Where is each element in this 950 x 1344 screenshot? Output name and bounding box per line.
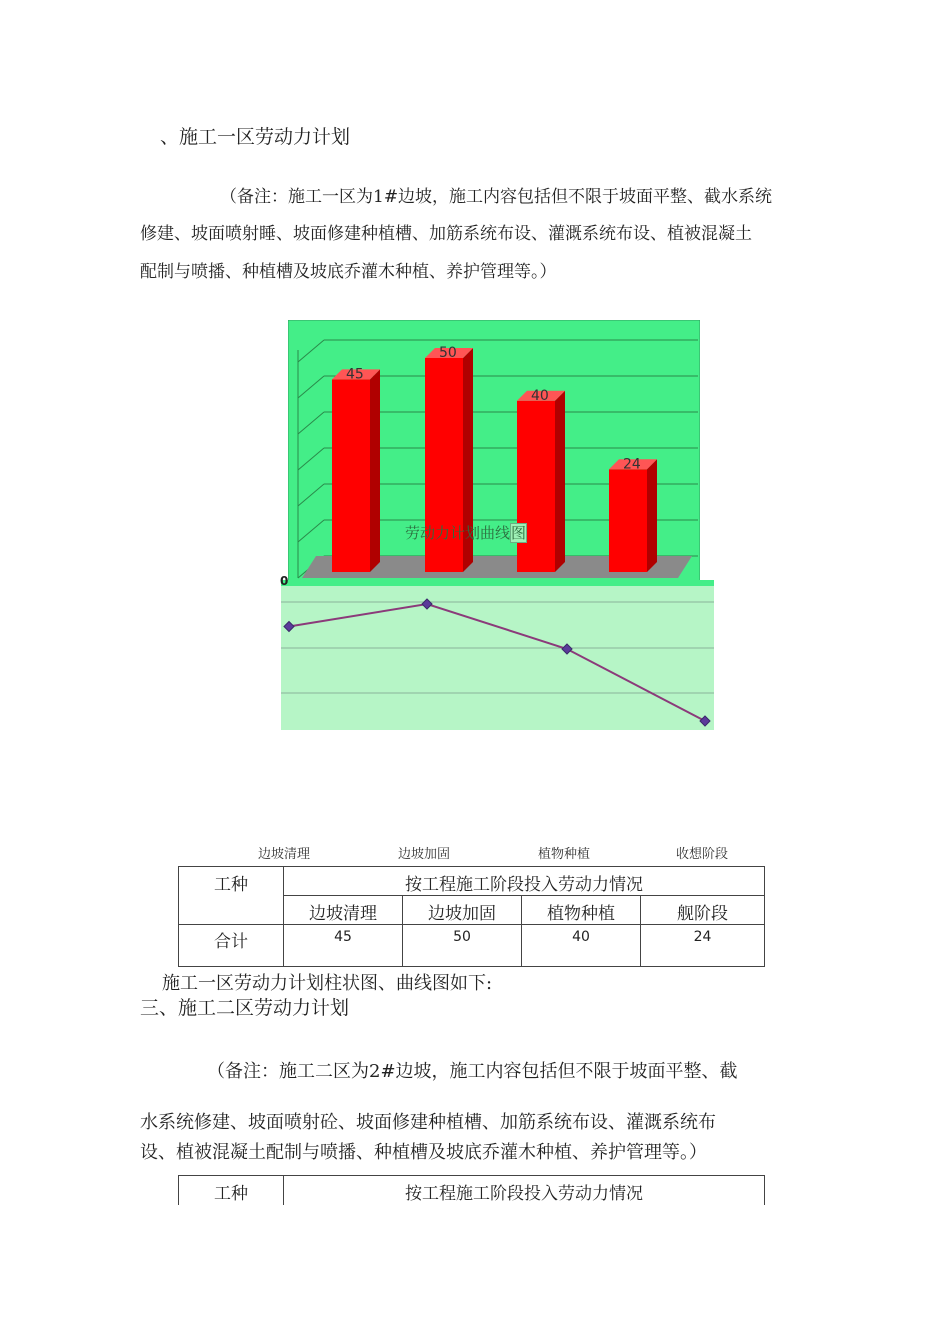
table1-col-header: 工种 [179, 867, 284, 925]
table1-value-1: 45 [284, 925, 403, 967]
labor-table-1 [178, 866, 765, 967]
category-label-4: 收想阶段 [676, 847, 729, 862]
table1-stage-1: 边坡清理 [284, 896, 403, 925]
bar-value-label: 40 [531, 387, 549, 404]
bar-1 [332, 366, 380, 572]
bar-side [647, 459, 657, 572]
bar-front [517, 401, 555, 572]
line-chart-title-main: 劳动力计划曲线 [405, 524, 511, 542]
table1-value-4: 24 [641, 925, 765, 967]
line-chart-title [405, 522, 527, 543]
chart-caption: 施工一区劳动力计划柱状图、曲线图如下: [162, 973, 493, 994]
labor-table-2 [178, 1175, 765, 1205]
table1-row-label: 合计 [179, 925, 284, 967]
table1-value-2: 50 [403, 925, 522, 967]
bar-value-label: 45 [346, 366, 364, 383]
bar-value-label: 50 [439, 345, 457, 361]
line-chart-top-band [281, 580, 714, 586]
bar-front [332, 379, 370, 572]
bar-side [555, 391, 565, 572]
bar-3 [517, 388, 565, 572]
section1-note-line1: （备注：施工一区为1#边坡，施工内容包括但不限于坡面平整、截水系统 [220, 187, 773, 207]
line-chart-title-text [405, 523, 527, 543]
section2-note-line3: 设、植被混凝土配制与喷播、种植槽及坡底乔灌木种植、养护管理等。） [140, 1142, 707, 1163]
table1-stage-2: 边坡加固 [403, 896, 522, 925]
line-chart-title-last: 图 [511, 524, 527, 542]
section2-note-line2: 水系统修建、坡面喷射砼、坡面修建种植槽、加筋系统布设、灌溉系统布 [140, 1112, 716, 1133]
section1-note-line3: 配制与喷播、种植槽及坡底乔灌木种植、养护管理等。） [140, 262, 557, 282]
section2-heading: 三、施工二区劳动力计划 [140, 997, 350, 1019]
category-label-1: 边坡清理 [258, 847, 311, 862]
section1-note-line2: 修建、坡面喷射睡、坡面修建种植槽、加筋系统布设、灌溉系统布设、植被混凝土 [140, 224, 752, 244]
line-chart [281, 580, 714, 730]
table1-group-header: 按工程施工阶段投入劳动力情况 [284, 867, 765, 896]
category-label-3: 植物种植 [538, 847, 591, 862]
table1-value-3: 40 [522, 925, 641, 967]
bar-value-label: 24 [623, 456, 641, 473]
category-label-2: 边坡加固 [398, 847, 451, 862]
table2-group-header: 按工程施工阶段投入劳动力情况 [284, 1176, 765, 1206]
table2-col-header: 工种 [179, 1176, 284, 1206]
bar-side [370, 369, 380, 572]
bar-4 [609, 456, 657, 572]
section1-heading: 、施工一区劳动力计划 [160, 126, 351, 148]
table-row [179, 925, 765, 967]
table1-stage-4: 舰阶段 [641, 896, 765, 925]
section2-note-line1: （备注：施工二区为2#边坡，施工内容包括但不限于坡面平整、截 [207, 1061, 738, 1082]
bar-front [609, 469, 647, 572]
table1-stage-3: 植物种植 [522, 896, 641, 925]
axis-stub-label: 0 [280, 574, 289, 588]
